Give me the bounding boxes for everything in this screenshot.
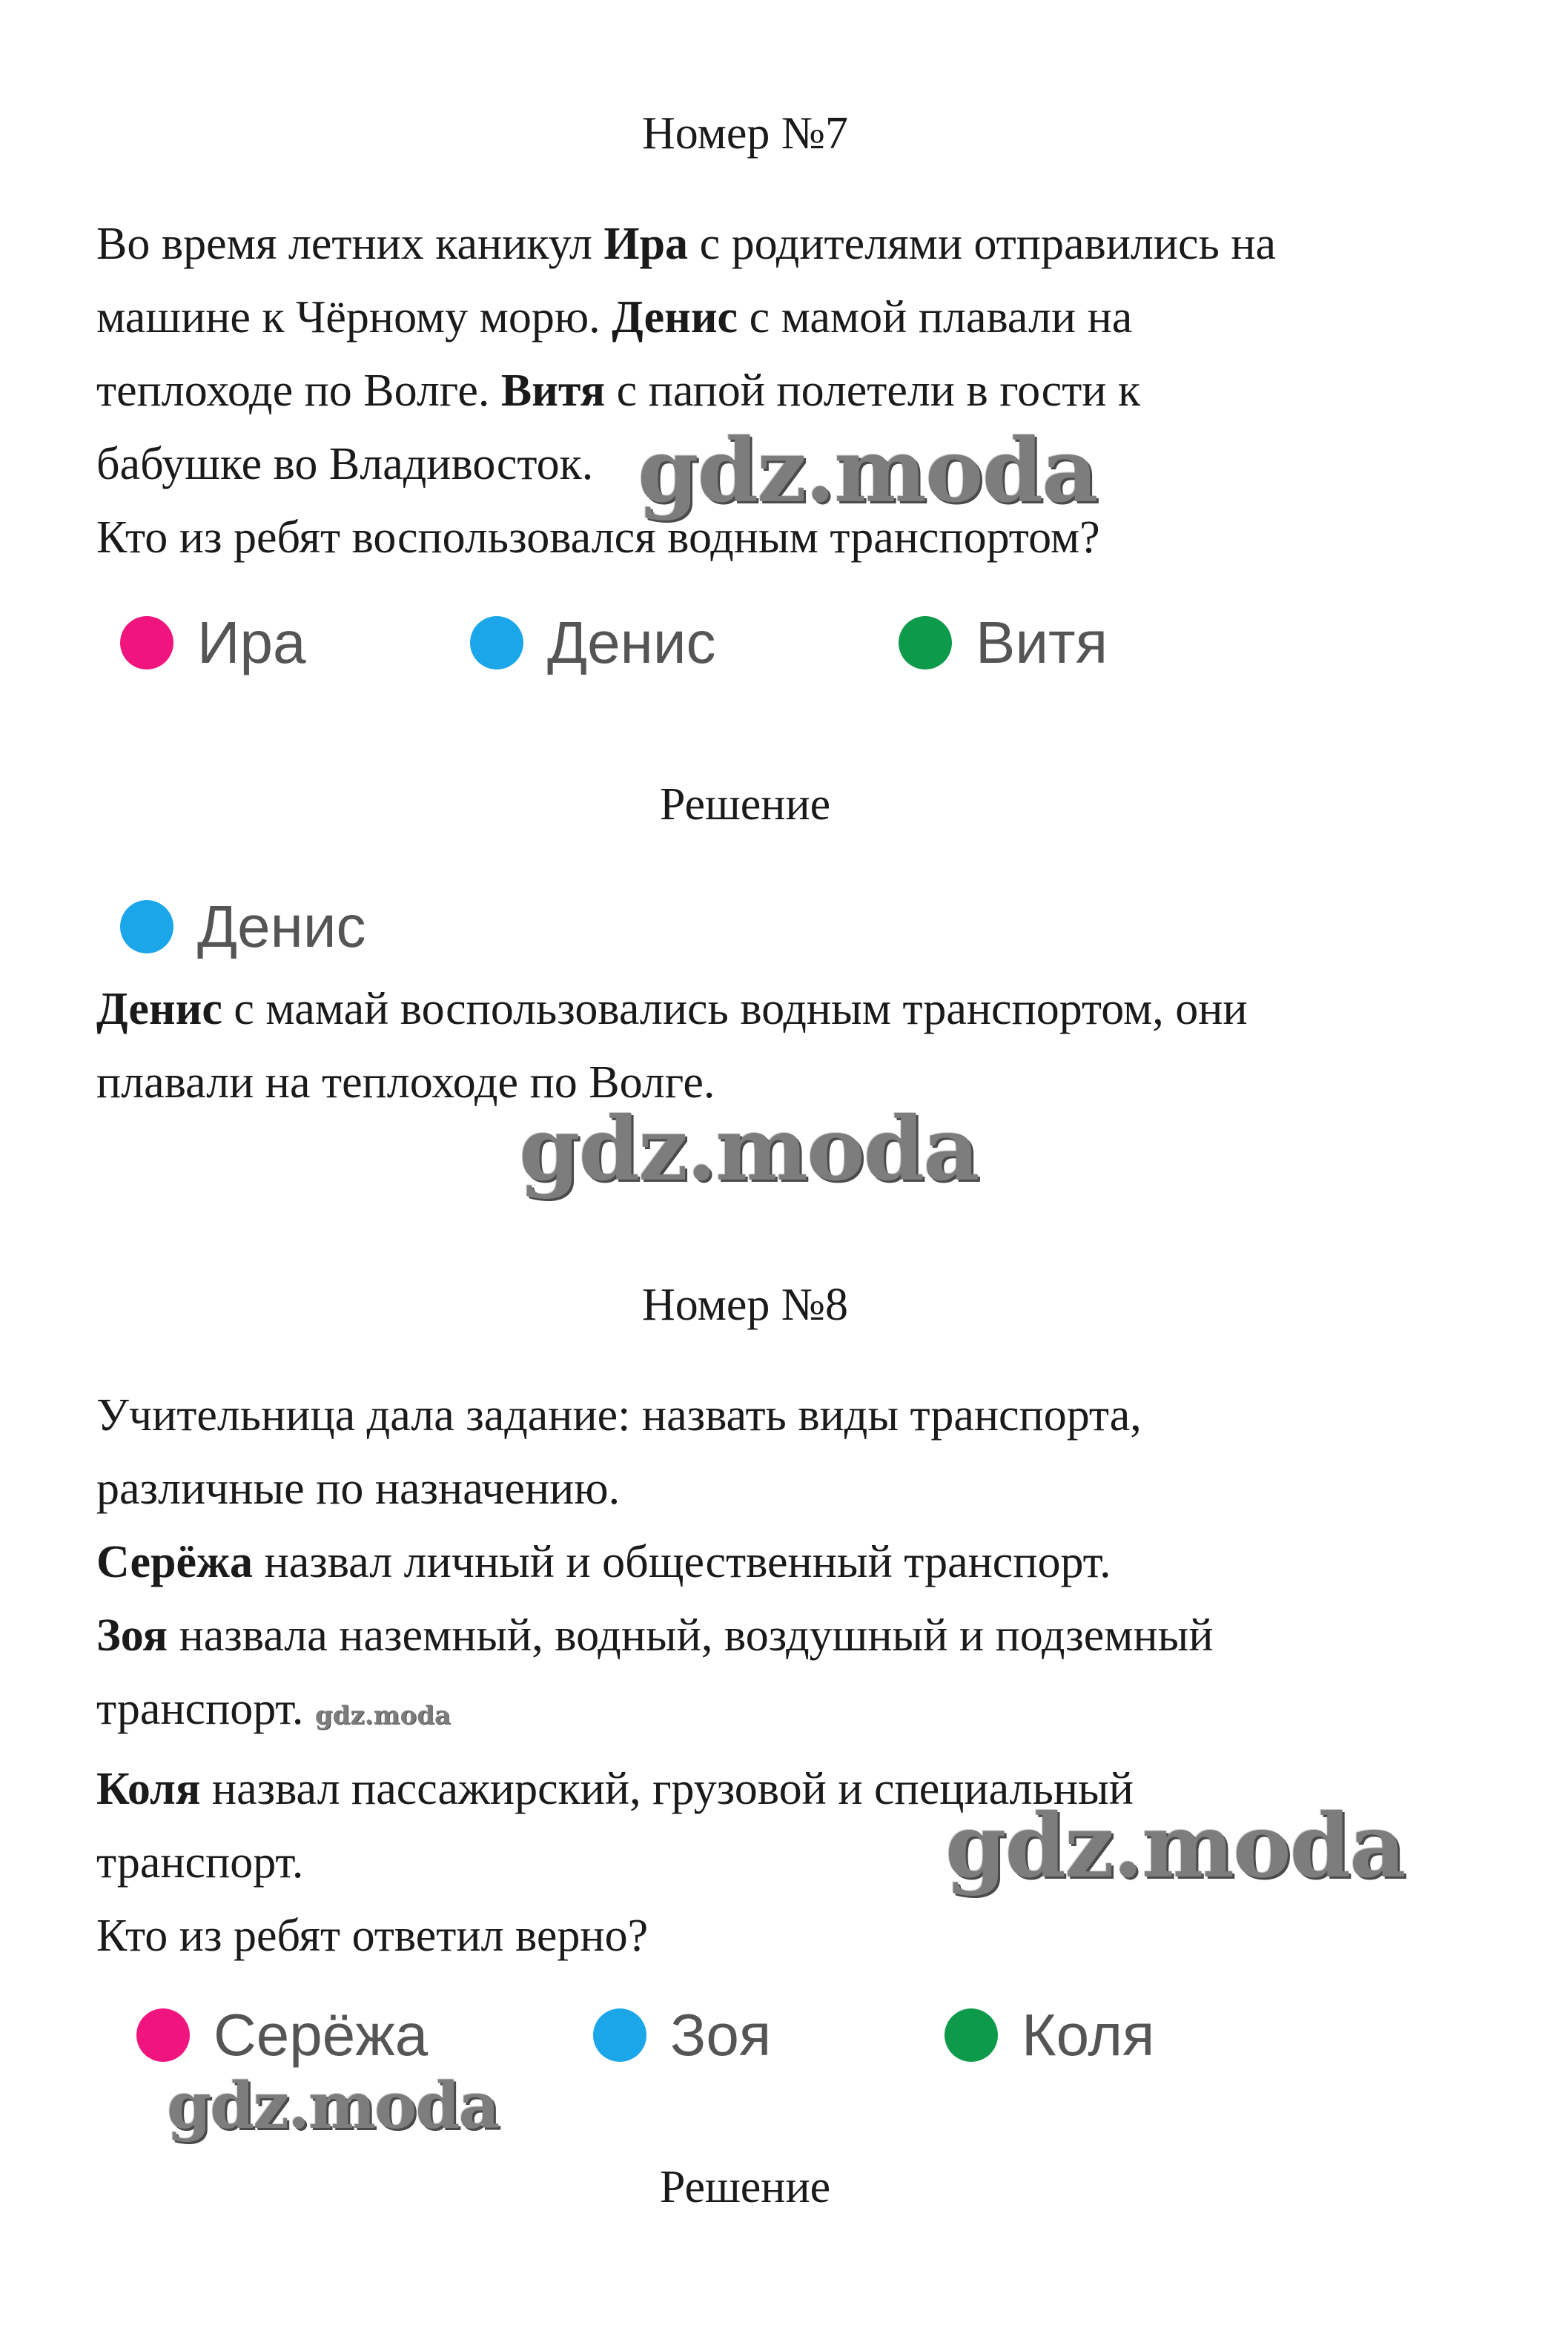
option-zoya — [593, 1994, 771, 2076]
pink-dot-icon — [136, 2008, 190, 2062]
blue-dot-icon — [470, 616, 523, 669]
watermark: gdz.moda — [167, 2069, 499, 2143]
watermark: gdz.moda — [314, 1701, 451, 1730]
task8-options — [0, 1994, 1568, 2076]
task8-line-5: транспорт. gdz.moda — [96, 1684, 451, 1734]
task8-line-3: Серёжа назвал личный и общественный транспорт. — [96, 1537, 1111, 1587]
option-label: Зоя — [670, 2002, 772, 2068]
option-label: Денис — [547, 609, 716, 675]
option-seryozha — [136, 1994, 428, 2076]
blue-dot-icon — [593, 2008, 646, 2062]
task7-answer — [0, 886, 1568, 968]
option-label: Ира — [197, 609, 306, 675]
task7-line-2: машине к Чёрному морю. Денис с мамой плавали на — [96, 292, 1133, 343]
option-vitya — [899, 602, 1108, 684]
option-label: Серёжа — [214, 2002, 429, 2068]
watermark: gdz.moda — [519, 1097, 979, 1200]
answer-option-denis — [120, 886, 366, 968]
task7-solution-title: Решение — [659, 779, 831, 830]
task8-line-7: транспорт. — [96, 1837, 304, 1888]
task7-title: Номер №7 — [641, 108, 848, 159]
watermark: gdz.moda — [638, 419, 1097, 522]
task7-line-5: Кто из ребят воспользовался водным транспортом? — [96, 512, 1100, 563]
task8-line-2: различные по назначению. — [96, 1464, 621, 1514]
option-label: Витя — [976, 609, 1108, 675]
answer-line-2: плавали на теплоходе по Волге. — [96, 1057, 715, 1108]
task8-title: Номер №8 — [641, 1280, 848, 1330]
watermark: gdz.moda — [945, 1794, 1405, 1897]
green-dot-icon — [945, 2008, 998, 2062]
task8-solution-title: Решение — [659, 2162, 831, 2212]
task8-line-4: Зоя назвала наземный, водный, воздушный и подземный — [96, 1610, 1214, 1661]
option-ira — [120, 602, 305, 684]
option-denis — [470, 602, 716, 684]
green-dot-icon — [899, 616, 952, 669]
pink-dot-icon — [120, 616, 173, 669]
task8-line-6: Коля назвал пассажирский, грузовой и специальный — [96, 1764, 1134, 1814]
task7-line-3: теплоходе по Волге. Витя с папой полетели в гости к — [96, 366, 1141, 416]
option-kolya — [945, 1994, 1154, 2076]
task8-line-1: Учительница дала задание: назвать виды транспорта, — [96, 1390, 1142, 1441]
task7-line-4: бабушке во Владивосток. — [96, 439, 594, 489]
task7-options — [0, 602, 1568, 684]
blue-dot-icon — [120, 900, 173, 953]
answer-label: Денис — [197, 893, 366, 959]
task8-line-8: Кто из ребят ответил верно? — [96, 1911, 649, 1961]
answer-line-1: Денис с мамай воспользовались водным транспортом, они — [96, 984, 1248, 1034]
task7-line-1: Во время летних каникул Ира с родителями отправились на — [96, 219, 1277, 269]
option-label: Коля — [1022, 2002, 1155, 2068]
